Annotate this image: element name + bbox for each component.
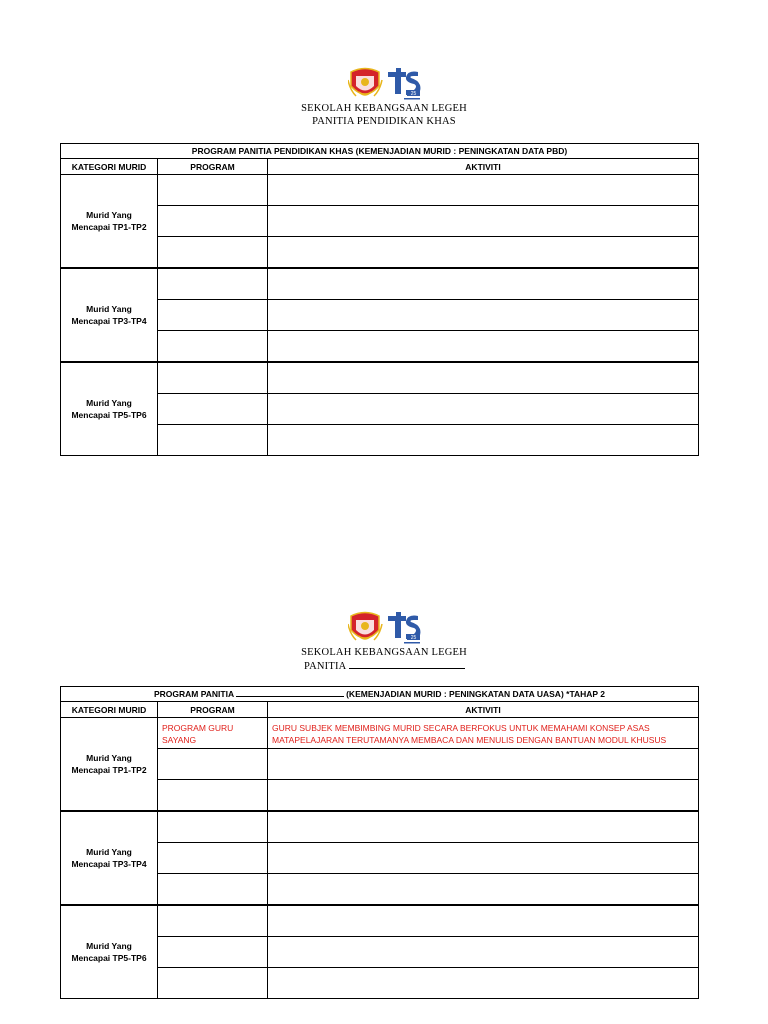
program-cell[interactable] [158, 362, 268, 394]
kategori-cell [61, 905, 158, 999]
table-row [61, 175, 699, 206]
kategori-line: Murid Yang [86, 753, 132, 763]
example-program-line: PROGRAM GURU [162, 723, 234, 733]
panitia-label: PANITIA [304, 661, 347, 672]
column-header-aktiviti: AKTIVITI [268, 159, 699, 175]
aktiviti-cell[interactable] [268, 394, 699, 425]
kategori-cell [61, 362, 158, 456]
table-row [61, 905, 699, 937]
aktiviti-cell[interactable] [268, 331, 699, 363]
program-cell[interactable] [158, 811, 268, 843]
program-cell[interactable] [158, 718, 268, 749]
kategori-cell [61, 268, 158, 362]
program-cell[interactable] [158, 268, 268, 300]
example-program-text [158, 720, 267, 746]
column-header-program: PROGRAM [158, 159, 268, 175]
kategori-line: Murid Yang [86, 304, 132, 314]
kategori-cell [61, 811, 158, 905]
state-crest-icon [348, 613, 382, 641]
program-cell[interactable] [158, 780, 268, 812]
aktiviti-cell[interactable] [268, 175, 699, 206]
aktiviti-cell[interactable] [268, 874, 699, 906]
example-aktiviti-line: GURU SUBJEK MEMBIMBING MURID SECARA BERFOKUS UNTUK MEMAHAMI KONSEP ASAS [272, 723, 650, 733]
kategori-line: Mencapai TP3-TP4 [71, 859, 147, 869]
example-aktiviti-line: MATAPELAJARAN TERUTAMANYA MEMBACA DAN MENULIS DENGAN BANTUAN MODUL KHUSUS [272, 735, 667, 745]
program-cell[interactable] [158, 937, 268, 968]
svg-text:25: 25 [410, 91, 417, 97]
panitia-blank-field[interactable] [236, 689, 344, 697]
table-title-suffix: (KEMENJADIAN MURID : PENINGKATAN DATA UASA) *TAHAP 2 [346, 689, 606, 699]
logo-group [348, 66, 422, 102]
logo-group [348, 610, 422, 646]
kategori-line: Mencapai TP5-TP6 [71, 410, 147, 420]
aktiviti-cell[interactable] [268, 749, 699, 780]
svg-text:25: 25 [410, 635, 417, 641]
aktiviti-cell[interactable] [268, 968, 699, 999]
aktiviti-cell[interactable] [268, 937, 699, 968]
kategori-line: Murid Yang [86, 847, 132, 857]
program-cell[interactable] [158, 843, 268, 874]
aktiviti-cell[interactable] [268, 237, 699, 269]
program-cell[interactable] [158, 874, 268, 906]
table-row [61, 362, 699, 394]
table-body [61, 718, 699, 999]
example-program-line: SAYANG [162, 735, 197, 745]
program-cell[interactable] [158, 331, 268, 363]
example-aktiviti-text [268, 720, 698, 746]
aktiviti-cell[interactable] [268, 718, 699, 749]
column-header-program: PROGRAM [158, 702, 268, 718]
school-name: SEKOLAH KEBANGSAAN LEGEH [301, 647, 467, 658]
table-title: PROGRAM PANITIA PENDIDIKAN KHAS (KEMENJADIAN MURID : PENINGKATAN DATA PBD) [61, 144, 699, 159]
ts25-logo-icon [388, 612, 420, 644]
kategori-line: Mencapai TP1-TP2 [71, 222, 147, 232]
program-cell[interactable] [158, 300, 268, 331]
kategori-cell [61, 175, 158, 269]
ts25-logo-icon [388, 68, 420, 100]
column-header-kategori: KATEGORI MURID [61, 702, 158, 718]
panitia-blank-field[interactable] [349, 659, 465, 669]
kategori-cell [61, 718, 158, 812]
program-cell[interactable] [158, 175, 268, 206]
aktiviti-cell[interactable] [268, 780, 699, 812]
program-cell[interactable] [158, 905, 268, 937]
aktiviti-cell[interactable] [268, 268, 699, 300]
aktiviti-cell[interactable] [268, 206, 699, 237]
kategori-line: Mencapai TP1-TP2 [71, 765, 147, 775]
state-crest-icon [348, 69, 382, 97]
table-body [61, 175, 699, 456]
aktiviti-cell[interactable] [268, 905, 699, 937]
program-cell[interactable] [158, 237, 268, 269]
program-table [60, 686, 699, 999]
panitia-line [304, 659, 465, 673]
aktiviti-cell[interactable] [268, 300, 699, 331]
aktiviti-cell[interactable] [268, 811, 699, 843]
table-row [61, 811, 699, 843]
program-cell[interactable] [158, 749, 268, 780]
aktiviti-cell[interactable] [268, 425, 699, 456]
kategori-line: Murid Yang [86, 210, 132, 220]
school-name: SEKOLAH KEBANGSAAN LEGEH [301, 103, 467, 114]
program-cell[interactable] [158, 394, 268, 425]
column-header-kategori: KATEGORI MURID [61, 159, 158, 175]
table-row [61, 718, 699, 749]
table-row [61, 268, 699, 300]
kategori-line: Mencapai TP5-TP6 [71, 953, 147, 963]
program-cell[interactable] [158, 206, 268, 237]
table-title-prefix: PROGRAM PANITIA [153, 689, 235, 699]
panitia-name: PANITIA PENDIDIKAN KHAS [312, 116, 456, 127]
program-table [60, 143, 699, 456]
program-cell[interactable] [158, 968, 268, 999]
kategori-line: Murid Yang [86, 941, 132, 951]
aktiviti-cell[interactable] [268, 362, 699, 394]
kategori-line: Mencapai TP3-TP4 [71, 316, 147, 326]
aktiviti-cell[interactable] [268, 843, 699, 874]
program-cell[interactable] [158, 425, 268, 456]
table-title [61, 687, 699, 702]
column-header-aktiviti: AKTIVITI [268, 702, 699, 718]
kategori-line: Murid Yang [86, 398, 132, 408]
